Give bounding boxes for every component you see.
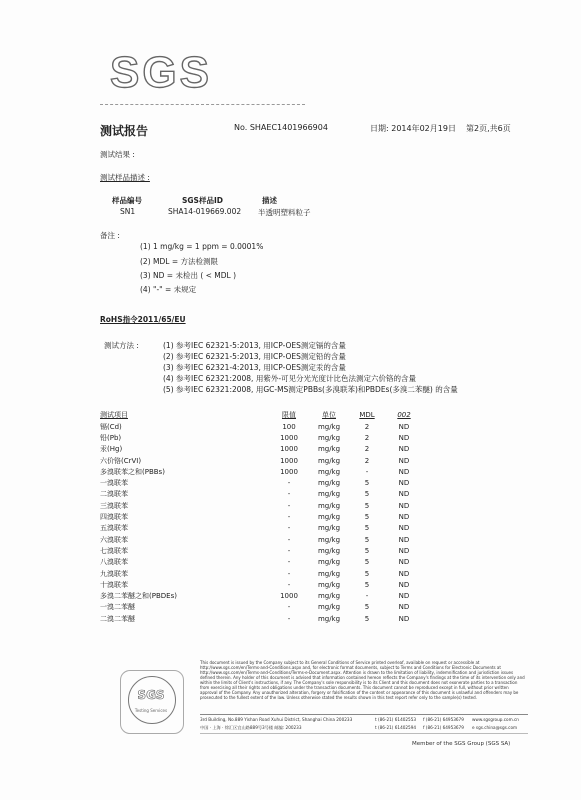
cell-limit: -: [287, 603, 291, 612]
footer-tel-cn: t (86-21) 61402594: [375, 725, 417, 730]
table-row: [100, 534, 424, 545]
cell-result: ND: [398, 422, 410, 431]
footer-disclaimer: This document is issued by the Company subject to its General Conditions of Service printed overleaf, available on request or accessible at http://www.sgs.com/en/Terms-and-Conditions.aspx and, for electronic format documents, subject to Terms and Conditions for Electronic Documents at http://www.sgs.com/en/Terms-and-Conditions/Terms-e-Document.aspx. Attention is drawn to the limitation of liability, indemnification and jurisdiction issues defined therein. Any holder of this document is advised that information contained hereon reflects the Company's findings at the time of its intervention only and within the limits of Client's instructions, if any. The Company's sole responsibility is to its Client and this document does not exonerate parties to a transaction from exercising all their rights and obligations under the transaction documents. This document cannot be reproduced except in full, without prior written approval of the Company. Any unauthorized alteration, forgery or falsification of the content or appearance of this document is unlawful and offenders may be prosecuted to the fullest extent of the law. Unless otherwise stated the results shown in this test report refer only to the sample(s) tested.: [200, 660, 525, 700]
footer-fax-cn: f (86-21) 64953679: [423, 725, 464, 730]
sgs-stamp-subtitle: Testing Services: [134, 708, 168, 713]
cell-limit: -: [287, 479, 291, 488]
cell-limit: 1000: [280, 592, 298, 601]
results-table: [100, 408, 424, 624]
table-row: [100, 613, 424, 624]
cell-test-item: 多溴二苯醚之和(PBDEs): [100, 592, 177, 601]
cell-mdl: 2: [364, 456, 370, 465]
cell-result: ND: [398, 524, 410, 533]
cell-result: ND: [398, 490, 410, 499]
cell-unit: mg/kg: [317, 422, 341, 431]
cell-test-item: 七溴联苯: [100, 546, 128, 555]
col-test-item: 测试项目: [100, 410, 128, 419]
cell-mdl: -: [365, 467, 369, 476]
note-item: (4) "-" = 未规定: [140, 285, 197, 294]
cell-unit: mg/kg: [317, 569, 341, 578]
table-row: [100, 602, 424, 613]
cell-test-item: 八溴联苯: [100, 558, 128, 567]
cell-unit: mg/kg: [317, 546, 341, 555]
cell-unit: mg/kg: [317, 490, 341, 499]
cell-test-item: 汞(Hg): [100, 445, 123, 454]
table-row: [100, 557, 424, 568]
cell-test-item: 五溴联苯: [100, 524, 128, 533]
cell-unit: mg/kg: [317, 456, 341, 465]
test-method-item: (3) 参考IEC 62321-4:2013, 用ICP-OES测定汞的含量: [163, 363, 346, 372]
table-row: [100, 545, 424, 556]
cell-test-item: 多溴联苯之和(PBBs): [100, 467, 165, 476]
cell-mdl: 5: [364, 513, 370, 522]
cell-unit: mg/kg: [317, 513, 341, 522]
cell-test-item: 镉(Cd): [100, 422, 122, 431]
cell-limit: 1000: [280, 467, 298, 476]
cell-unit: mg/kg: [317, 479, 341, 488]
table-row: [100, 421, 424, 432]
note-item: (3) ND = 未检出 ( < MDL ): [140, 271, 237, 280]
footer-website: www.sgsgroup.com.cn: [472, 717, 519, 722]
cell-limit: -: [287, 614, 291, 623]
page-indicator: 第2页,共6页: [466, 124, 511, 133]
cell-test-item: 三溴联苯: [100, 501, 128, 510]
cell-mdl: 5: [364, 546, 370, 555]
cell-mdl: 5: [364, 580, 370, 589]
cell-test-item: 四溴联苯: [100, 513, 128, 522]
cell-result: ND: [398, 569, 410, 578]
cell-test-item: 九溴联苯: [100, 569, 128, 578]
col-unit: 单位: [322, 410, 336, 419]
cell-limit: -: [287, 535, 291, 544]
cell-unit: mg/kg: [317, 614, 341, 623]
cell-result: ND: [398, 558, 410, 567]
sample-desc: 半透明塑料粒子: [258, 208, 311, 217]
cell-mdl: 2: [364, 433, 370, 442]
cell-limit: -: [287, 513, 291, 522]
cell-mdl: 5: [364, 535, 370, 544]
cell-mdl: 5: [364, 558, 370, 567]
rohs-title: RoHS指令2011/65/EU: [100, 315, 186, 324]
report-number: No. SHAEC1401966904: [234, 123, 328, 132]
cell-test-item: 一溴二苯醚: [100, 603, 135, 612]
sample-no-header: 样品编号: [112, 196, 142, 205]
cell-mdl: 5: [364, 614, 370, 623]
col-limit: 限值: [282, 410, 296, 419]
cell-mdl: -: [365, 592, 369, 601]
table-row: [100, 455, 424, 466]
table-row: [100, 432, 424, 443]
cell-mdl: 5: [364, 569, 370, 578]
cell-mdl: 5: [364, 490, 370, 499]
cell-unit: mg/kg: [317, 467, 341, 476]
table-row: [100, 489, 424, 500]
table-row: [100, 523, 424, 534]
cell-result: ND: [398, 479, 410, 488]
footer-address-en: 3rd Building, No.889 Yishan Road Xuhui District, Shanghai China 200233: [200, 717, 353, 722]
cell-mdl: 2: [364, 422, 370, 431]
footer-tel-en: t (86-21) 61402553: [375, 717, 417, 722]
cell-unit: mg/kg: [317, 501, 341, 510]
cell-unit: mg/kg: [317, 558, 341, 567]
test-method-item: (4) 参考IEC 62321:2008, 用紫外-可见分光光度计比色法测定六价铬的含量: [163, 374, 417, 383]
cell-unit: mg/kg: [317, 433, 341, 442]
cell-result: ND: [398, 501, 410, 510]
cell-mdl: 5: [364, 479, 370, 488]
cell-test-item: 十溴联苯: [100, 580, 128, 589]
cell-result: ND: [398, 456, 410, 465]
sample-desc-header: 描述: [262, 196, 277, 205]
cell-limit: -: [287, 569, 291, 578]
table-row: [100, 444, 424, 455]
cell-limit: -: [287, 490, 291, 499]
cell-test-item: 六溴联苯: [100, 535, 128, 544]
footer-divider-2: [200, 733, 528, 734]
cell-result: ND: [398, 614, 410, 623]
report-date: 日期: 2014年02月19日: [370, 124, 456, 133]
cell-unit: mg/kg: [317, 524, 341, 533]
cell-mdl: 2: [364, 445, 370, 454]
col-sample-002: 002: [397, 410, 411, 419]
cell-limit: 100: [282, 422, 296, 431]
cell-result: ND: [398, 603, 410, 612]
note-item: (1) 1 mg/kg = 1 ppm = 0.0001%: [140, 242, 264, 251]
cell-test-item: 一溴联苯: [100, 479, 128, 488]
table-row: [100, 477, 424, 488]
footer-fax-en: f (86-21) 64953679: [423, 717, 464, 722]
cell-limit: -: [287, 558, 291, 567]
cell-unit: mg/kg: [317, 580, 341, 589]
cell-mdl: 5: [364, 524, 370, 533]
footer-member: Member of the SGS Group (SGS SA): [412, 741, 511, 747]
report-title: 测试报告: [100, 124, 149, 138]
cell-result: ND: [398, 580, 410, 589]
sample-id: SHA14-019669.002: [168, 207, 242, 216]
cell-result: ND: [398, 535, 410, 544]
cell-test-item: 二溴联苯: [100, 490, 128, 499]
table-header-row: [100, 408, 424, 421]
sample-description-label: 测试样品描述 :: [100, 173, 150, 182]
note-item: (2) MDL = 方法检测限: [140, 257, 218, 266]
cell-unit: mg/kg: [317, 603, 341, 612]
cell-unit: mg/kg: [317, 592, 341, 601]
cell-result: ND: [398, 467, 410, 476]
test-method-item: (5) 参考IEC 62321:2008, 用GC-MS测定PBBs(多溴联苯)和PBDEs(多溴二苯醚) 的含量: [163, 385, 458, 394]
cell-result: ND: [398, 433, 410, 442]
table-row: [100, 500, 424, 511]
results-label: 测试结果 :: [100, 150, 135, 159]
cell-test-item: 六价铬(CrVI): [100, 456, 142, 465]
table-row: [100, 579, 424, 590]
logo-divider: [100, 104, 305, 105]
cell-limit: -: [287, 524, 291, 533]
footer-divider: [200, 714, 528, 715]
cell-limit: -: [287, 580, 291, 589]
cell-limit: 1000: [280, 456, 298, 465]
cell-unit: mg/kg: [317, 535, 341, 544]
table-row: [100, 511, 424, 522]
cell-test-item: 二溴二苯醚: [100, 614, 135, 623]
col-mdl: MDL: [359, 410, 375, 419]
cell-limit: 1000: [280, 445, 298, 454]
test-method-label: 测试方法 :: [104, 341, 139, 350]
cell-result: ND: [398, 513, 410, 522]
test-method-item: (2) 参考IEC 62321-5:2013, 用ICP-OES测定铅的含量: [163, 352, 346, 361]
cell-unit: mg/kg: [317, 445, 341, 454]
cell-limit: 1000: [280, 433, 298, 442]
cell-mdl: 5: [364, 501, 370, 510]
footer-address-cn: 中国 · 上海 · 徐汇区宜山路889号3号楼 邮编: 200233: [200, 725, 302, 730]
notes-label: 备注 :: [100, 231, 120, 240]
sample-no: SN1: [120, 207, 136, 216]
cell-result: ND: [398, 546, 410, 555]
footer-email: e sgs.china@sgs.com: [472, 725, 518, 730]
sgs-logo: SGS: [110, 48, 212, 97]
cell-mdl: 5: [364, 603, 370, 612]
table-row: [100, 466, 424, 477]
sample-id-header: SGS样品ID: [182, 196, 223, 205]
cell-result: ND: [398, 592, 410, 601]
cell-limit: -: [287, 501, 291, 510]
table-row: [100, 590, 424, 601]
cell-limit: -: [287, 546, 291, 555]
cell-result: ND: [398, 445, 410, 454]
table-row: [100, 568, 424, 579]
sgs-stamp-logo: SGS: [137, 688, 165, 702]
test-method-item: (1) 参考IEC 62321-5:2013, 用ICP-OES测定镉的含量: [163, 341, 346, 350]
cell-test-item: 铅(Pb): [100, 433, 122, 442]
